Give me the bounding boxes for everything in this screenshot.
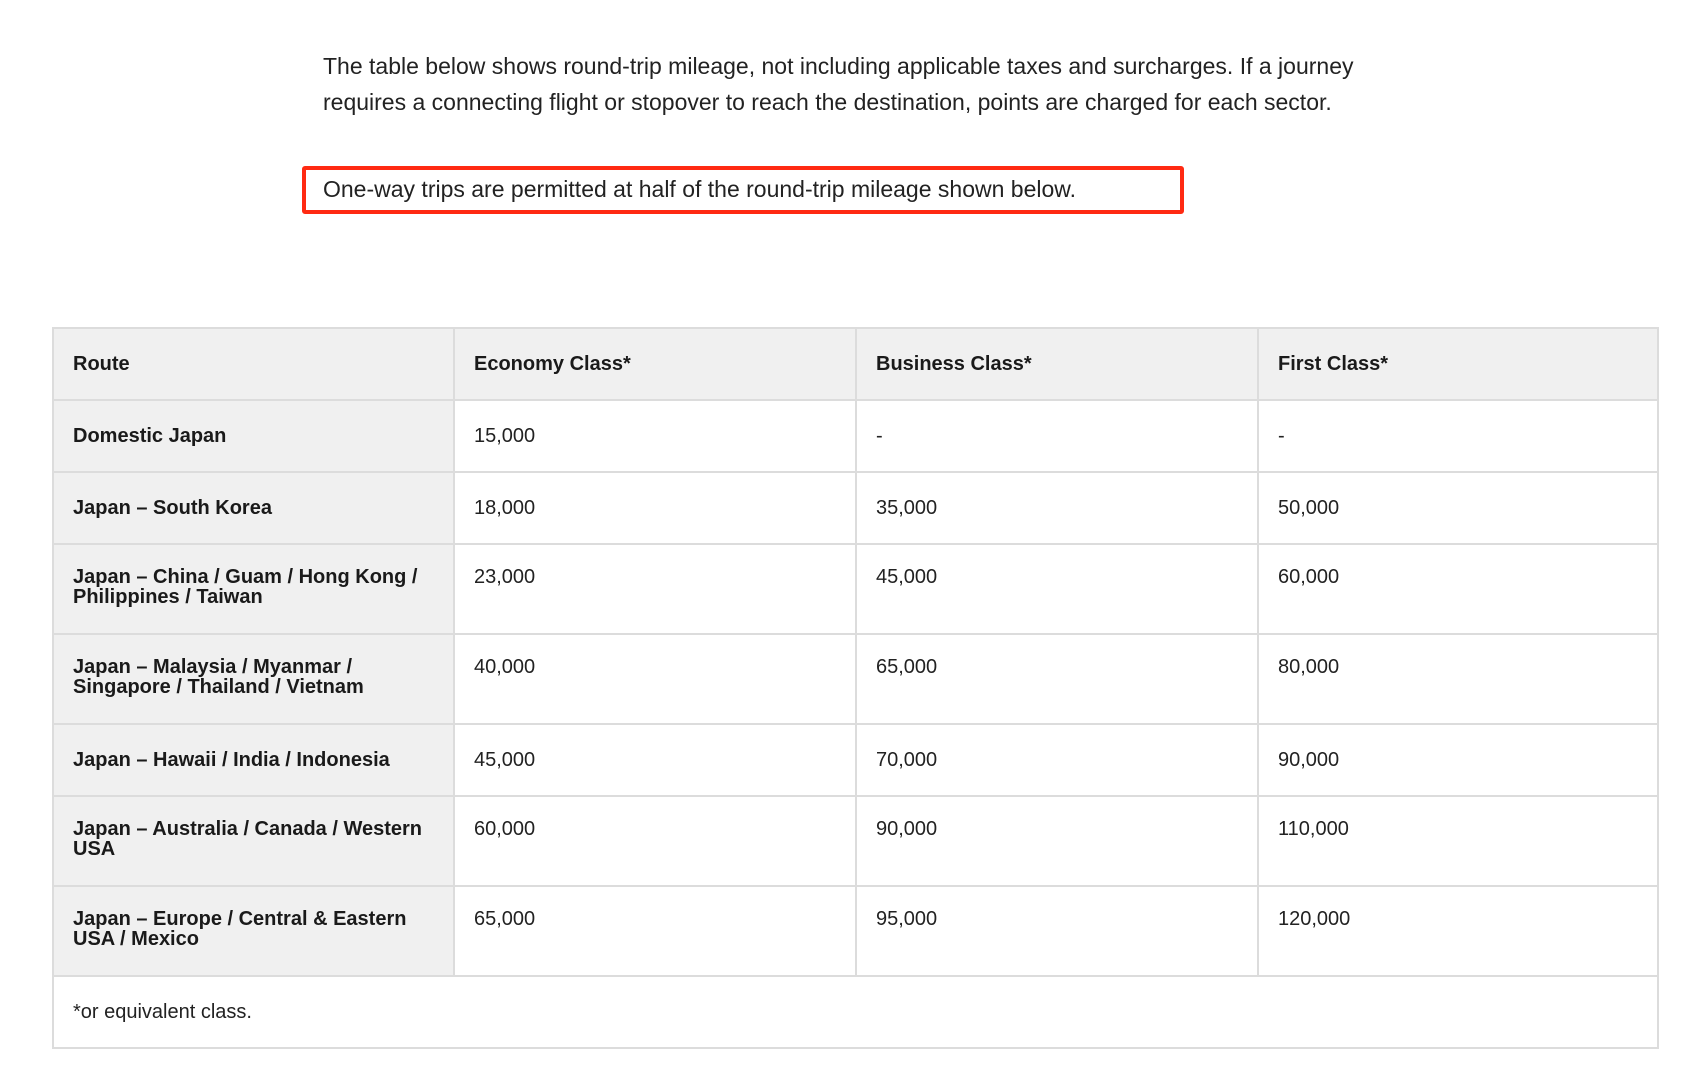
economy-cell: 15,000 bbox=[454, 400, 856, 472]
first-cell: 50,000 bbox=[1258, 472, 1658, 544]
economy-cell: 40,000 bbox=[454, 634, 856, 724]
table-row bbox=[53, 544, 1658, 634]
route-cell: Japan – Hawaii / India / Indonesia bbox=[53, 724, 454, 796]
business-cell: 35,000 bbox=[856, 472, 1258, 544]
table-row bbox=[53, 724, 1658, 796]
first-cell: 110,000 bbox=[1258, 796, 1658, 886]
economy-cell: 60,000 bbox=[454, 796, 856, 886]
economy-cell: 45,000 bbox=[454, 724, 856, 796]
table-header-row bbox=[53, 328, 1658, 400]
business-cell: - bbox=[856, 400, 1258, 472]
business-cell: 95,000 bbox=[856, 886, 1258, 976]
route-cell: Japan – Malaysia / Myanmar / Singapore / Thailand / Vietnam bbox=[53, 634, 454, 724]
business-cell: 90,000 bbox=[856, 796, 1258, 886]
first-cell: 80,000 bbox=[1258, 634, 1658, 724]
route-cell: Domestic Japan bbox=[53, 400, 454, 472]
intro-section bbox=[323, 48, 1383, 120]
route-cell: Japan – Australia / Canada / Western USA bbox=[53, 796, 454, 886]
table-row bbox=[53, 400, 1658, 472]
business-cell: 65,000 bbox=[856, 634, 1258, 724]
header-route: Route bbox=[53, 328, 454, 400]
first-cell: 120,000 bbox=[1258, 886, 1658, 976]
intro-paragraph: The table below shows round-trip mileage, not including applicable taxes and surcharges. If a journey requires a connecting flight or stopover to reach the destination, points are charged for each sector. bbox=[323, 53, 1354, 115]
header-first: First Class* bbox=[1258, 328, 1658, 400]
footnote-row bbox=[53, 976, 1658, 1048]
mileage-table bbox=[52, 327, 1659, 1049]
header-business: Business Class* bbox=[856, 328, 1258, 400]
economy-cell: 23,000 bbox=[454, 544, 856, 634]
route-cell: Japan – South Korea bbox=[53, 472, 454, 544]
table-row bbox=[53, 472, 1658, 544]
header-economy: Economy Class* bbox=[454, 328, 856, 400]
first-cell: 90,000 bbox=[1258, 724, 1658, 796]
economy-cell: 65,000 bbox=[454, 886, 856, 976]
route-cell: Japan – Europe / Central & Eastern USA / Mexico bbox=[53, 886, 454, 976]
table-row bbox=[53, 634, 1658, 724]
one-way-note: One-way trips are permitted at half of the round-trip mileage shown below. bbox=[323, 176, 1076, 202]
first-cell: 60,000 bbox=[1258, 544, 1658, 634]
route-cell: Japan – China / Guam / Hong Kong / Philippines / Taiwan bbox=[53, 544, 454, 634]
table-row bbox=[53, 886, 1658, 976]
table-row bbox=[53, 796, 1658, 886]
footnote: *or equivalent class. bbox=[53, 976, 1658, 1048]
business-cell: 70,000 bbox=[856, 724, 1258, 796]
first-cell: - bbox=[1258, 400, 1658, 472]
business-cell: 45,000 bbox=[856, 544, 1258, 634]
economy-cell: 18,000 bbox=[454, 472, 856, 544]
